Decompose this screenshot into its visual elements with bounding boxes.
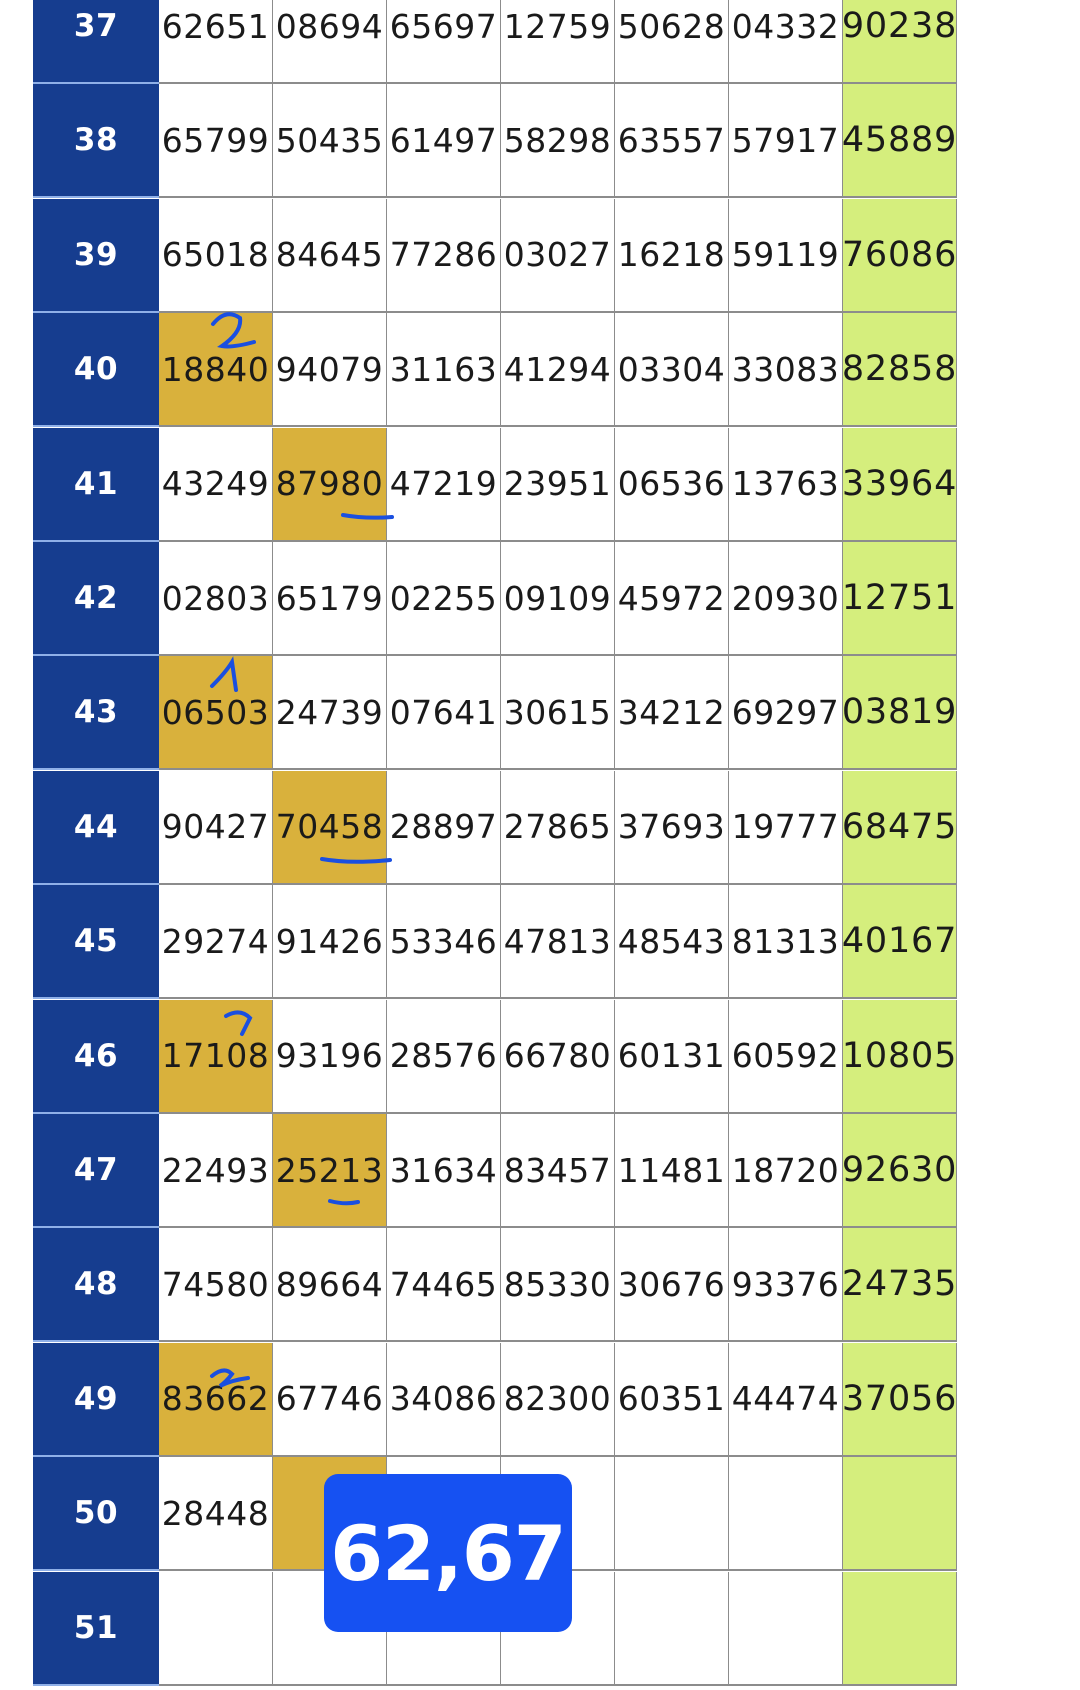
result-cell: 50628 — [615, 0, 729, 84]
result-cell: 28448 — [159, 1457, 273, 1571]
result-cell: 06503 — [159, 656, 273, 770]
result-cell: 08694 — [273, 0, 387, 84]
result-cell — [615, 1457, 729, 1571]
result-cell: 24739 — [273, 656, 387, 770]
result-cell: 18840 — [159, 313, 273, 427]
result-cell — [729, 1457, 843, 1571]
result-cell: 34086 — [387, 1343, 501, 1457]
result-cell: 48543 — [615, 885, 729, 999]
result-cell: 60592 — [729, 1000, 843, 1114]
result-cell: 94079 — [273, 313, 387, 427]
week-number-cell: 42 — [33, 542, 159, 656]
table-row — [33, 771, 957, 885]
result-cell: 87980 — [273, 428, 387, 542]
result-cell — [729, 1572, 843, 1686]
result-cell: 18720 — [729, 1114, 843, 1228]
result-cell: 91426 — [273, 885, 387, 999]
result-cell: 29274 — [159, 885, 273, 999]
result-cell: 16218 — [615, 199, 729, 313]
week-number-cell: 45 — [33, 885, 159, 999]
table-row — [33, 885, 957, 999]
result-cell: 82300 — [501, 1343, 615, 1457]
week-number-cell: 43 — [33, 656, 159, 770]
result-cell: 28897 — [387, 771, 501, 885]
result-cell: 02803 — [159, 542, 273, 656]
table-row — [33, 313, 957, 427]
result-cell: 28576 — [387, 1000, 501, 1114]
week-number-cell: 48 — [33, 1228, 159, 1342]
result-cell: 45972 — [615, 542, 729, 656]
result-cell: 47813 — [501, 885, 615, 999]
result-cell: 57917 — [729, 84, 843, 198]
result-cell-final: 37056 — [843, 1343, 957, 1457]
result-cell: 90427 — [159, 771, 273, 885]
result-cell: 65799 — [159, 84, 273, 198]
result-cell-final: 12751 — [843, 542, 957, 656]
result-cell: 65179 — [273, 542, 387, 656]
result-cell-final: 92630 — [843, 1114, 957, 1228]
result-cell: 84645 — [273, 199, 387, 313]
result-cell: 44474 — [729, 1343, 843, 1457]
result-cell: 22493 — [159, 1114, 273, 1228]
result-cell: 11481 — [615, 1114, 729, 1228]
week-number-cell: 41 — [33, 428, 159, 542]
result-cell: 13763 — [729, 428, 843, 542]
result-cell-final — [843, 1457, 957, 1571]
result-cell-final: 45889 — [843, 84, 957, 198]
result-cell: 09109 — [501, 542, 615, 656]
result-cell: 70458 — [273, 771, 387, 885]
result-cell: 66780 — [501, 1000, 615, 1114]
result-cell: 34212 — [615, 656, 729, 770]
result-cell — [159, 1572, 273, 1686]
week-number-cell: 38 — [33, 84, 159, 198]
result-cell: 83457 — [501, 1114, 615, 1228]
table-row — [33, 84, 957, 198]
result-cell: 83662 — [159, 1343, 273, 1457]
week-number-cell: 49 — [33, 1343, 159, 1457]
week-number-cell: 40 — [33, 313, 159, 427]
result-cell: 53346 — [387, 885, 501, 999]
result-cell-final: 33964 — [843, 428, 957, 542]
week-number-cell: 51 — [33, 1572, 159, 1686]
result-cell: 77286 — [387, 199, 501, 313]
result-cell: 25213 — [273, 1114, 387, 1228]
week-number-cell: 46 — [33, 1000, 159, 1114]
week-number-cell: 44 — [33, 771, 159, 885]
result-cell: 30615 — [501, 656, 615, 770]
result-cell: 74580 — [159, 1228, 273, 1342]
table-row — [33, 542, 957, 656]
result-cell: 65018 — [159, 199, 273, 313]
result-cell: 43249 — [159, 428, 273, 542]
result-cell: 60131 — [615, 1000, 729, 1114]
table-row — [33, 1343, 957, 1457]
result-cell-final — [843, 1572, 957, 1686]
result-cell: 31634 — [387, 1114, 501, 1228]
result-cell-final: 82858 — [843, 313, 957, 427]
result-cell: 50435 — [273, 84, 387, 198]
table-row — [33, 656, 957, 770]
result-cell: 03027 — [501, 199, 615, 313]
table-row — [33, 428, 957, 542]
result-cell: 03304 — [615, 313, 729, 427]
result-cell: 20930 — [729, 542, 843, 656]
result-cell-final: 24735 — [843, 1228, 957, 1342]
result-cell: 81313 — [729, 885, 843, 999]
result-cell: 63557 — [615, 84, 729, 198]
result-cell: 93196 — [273, 1000, 387, 1114]
result-cell: 62651 — [159, 0, 273, 84]
result-cell: 06536 — [615, 428, 729, 542]
result-cell: 93376 — [729, 1228, 843, 1342]
result-cell: 58298 — [501, 84, 615, 198]
result-cell: 65697 — [387, 0, 501, 84]
result-cell-final: 10805 — [843, 1000, 957, 1114]
result-cell: 41294 — [501, 313, 615, 427]
week-number-cell: 37 — [33, 0, 159, 84]
result-cell: 69297 — [729, 656, 843, 770]
result-cell-final: 76086 — [843, 199, 957, 313]
badge-text: 62,67 — [330, 1508, 566, 1598]
week-number-cell: 47 — [33, 1114, 159, 1228]
result-cell — [615, 1572, 729, 1686]
result-cell: 30676 — [615, 1228, 729, 1342]
result-cell-final: 68475 — [843, 771, 957, 885]
table-row — [33, 199, 957, 313]
result-cell: 33083 — [729, 313, 843, 427]
result-cell: 85330 — [501, 1228, 615, 1342]
result-cell: 04332 — [729, 0, 843, 84]
result-cell: 07641 — [387, 656, 501, 770]
result-cell: 17108 — [159, 1000, 273, 1114]
result-cell: 12759 — [501, 0, 615, 84]
result-cell: 59119 — [729, 199, 843, 313]
result-cell: 27865 — [501, 771, 615, 885]
result-cell: 37693 — [615, 771, 729, 885]
table-row — [33, 0, 957, 84]
week-number-cell: 39 — [33, 199, 159, 313]
overlay-badge — [324, 1474, 572, 1632]
result-cell: 60351 — [615, 1343, 729, 1457]
table-row — [33, 1114, 957, 1228]
result-cell: 61497 — [387, 84, 501, 198]
result-cell: 23951 — [501, 428, 615, 542]
table-row — [33, 1228, 957, 1342]
result-cell: 47219 — [387, 428, 501, 542]
result-cell: 02255 — [387, 542, 501, 656]
week-number-cell: 50 — [33, 1457, 159, 1571]
result-cell-final: 90238 — [843, 0, 957, 84]
table-row — [33, 1000, 957, 1114]
result-cell: 74465 — [387, 1228, 501, 1342]
result-cell: 31163 — [387, 313, 501, 427]
result-cell: 67746 — [273, 1343, 387, 1457]
result-cell-final: 40167 — [843, 885, 957, 999]
result-cell-final: 03819 — [843, 656, 957, 770]
result-cell: 19777 — [729, 771, 843, 885]
result-cell: 89664 — [273, 1228, 387, 1342]
